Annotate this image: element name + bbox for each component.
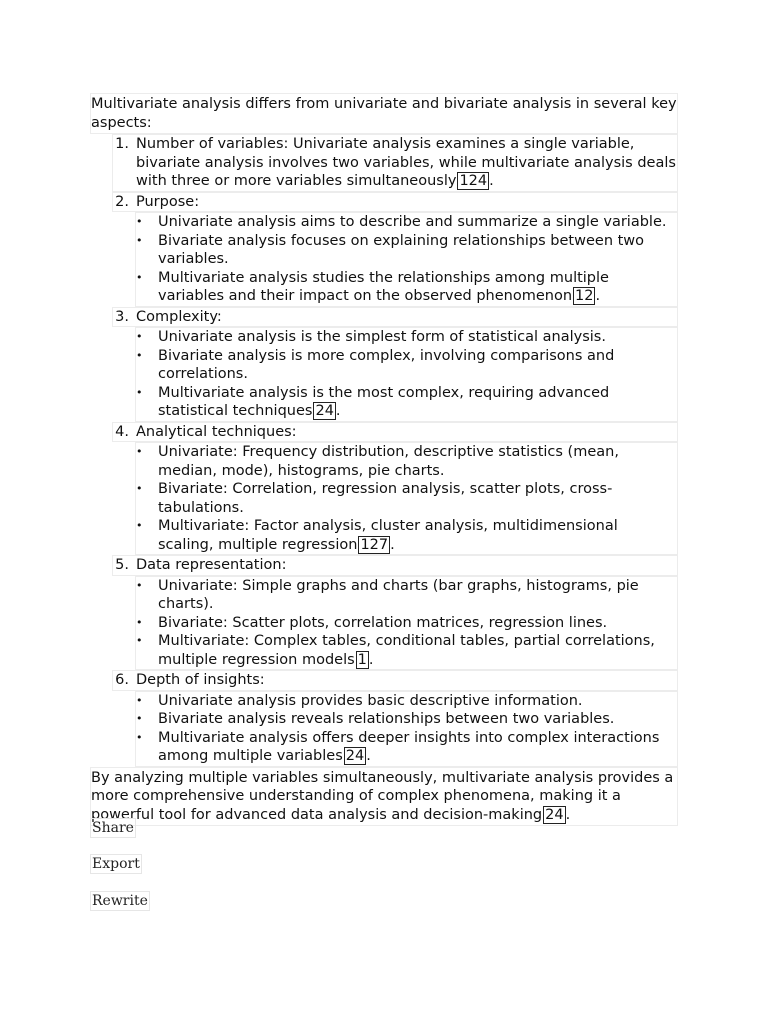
rewrite-button[interactable]: Rewrite [92,893,148,909]
list-item-text: Analytical techniques: [136,423,297,440]
citation-link[interactable]: 24 [545,806,564,823]
export-button[interactable]: Export [92,856,140,872]
list-item [90,670,678,767]
citation-link[interactable]: 12 [575,288,594,304]
list-item-text: Data representation: [136,557,287,573]
aspects-list [90,134,678,767]
list-number: 4. [115,423,129,440]
list-item [90,307,678,422]
sub-list-item: • Univariate analysis provides basic descriptive information. [136,692,677,711]
list-number: 1. [115,136,129,152]
citation-link[interactable]: 127 [360,536,389,553]
sub-list-item: • Bivariate analysis focuses on explaining relationships between two variables. [136,232,677,269]
list-number: 2. [115,193,129,210]
list-item-text: Depth of insights: [136,672,265,688]
list-item-text: Complexity: [136,308,222,325]
sub-list-item: • Bivariate: Correlation, regression analysis, scatter plots, cross-tabulations. [136,480,677,517]
citation-link[interactable]: 124 [459,173,488,189]
list-item [90,192,678,307]
citation-link[interactable]: 24 [315,403,334,419]
sub-list [135,327,678,422]
share-button[interactable]: Share [92,820,134,836]
sub-list-item: • Univariate: Frequency distribution, descriptive statistics (mean, median, mode), histograms, pie charts. [136,443,677,480]
sub-list [135,442,678,555]
list-item: 1. Number of variables: Univariate analysis examines a single variable, bivariate analysis involves two variables, while multivariate analysis deals with three or more variables simultaneously 124 . [90,134,678,192]
sub-list-item: • Multivariate: Factor analysis, cluster analysis, multidimensional scaling, multiple regression 127 . [136,517,677,554]
sub-list-item: • Bivariate: Scatter plots, correlation matrices, regression lines. [136,614,677,633]
list-item-text: Purpose: [136,193,200,210]
sub-list [135,212,678,307]
list-number: 3. [115,308,129,325]
answer-content [90,93,678,826]
list-item [90,555,678,670]
list-number: 5. [115,557,129,573]
citation-link[interactable]: 24 [345,748,365,764]
sub-list-item: • Univariate analysis aims to describe and summarize a single variable. [136,213,677,232]
sub-list-item: • Multivariate analysis studies the relationships among multiple variables and their impact on the observed phenomenon 12 . [136,269,677,306]
citation-link[interactable]: 1 [357,651,367,668]
sub-list-item: • Univariate: Simple graphs and charts (bar graphs, histograms, pie charts). [136,577,677,614]
intro-paragraph: Multivariate analysis differs from univariate and bivariate analysis in several key aspects: [90,93,678,134]
sub-list-item: • Univariate analysis is the simplest form of statistical analysis. [136,328,677,347]
sub-list-item: • Bivariate analysis reveals relationships between two variables. [136,710,677,729]
sub-list-item: • Multivariate analysis offers deeper insights into complex interactions among multiple variables 24 . [136,729,677,766]
sub-list-item: • Bivariate analysis is more complex, involving comparisons and correlations. [136,347,677,384]
sub-list [135,576,678,671]
list-item [90,422,678,556]
sub-list-item: • Multivariate: Complex tables, conditional tables, partial correlations, multiple regression models 1 . [136,632,677,669]
conclusion-paragraph: By analyzing multiple variables simultaneously, multivariate analysis provides a more comprehensive understanding of complex phenomena, making it a powerful tool for advanced data analysis and decision-making 24 . [90,767,678,827]
list-item-text: Number of variables: Univariate analysis examines a single variable, bivariate analysis involves two variables, while multivariate analysis deals with three or more variables simultaneously [136,136,676,189]
list-number: 6. [115,672,129,688]
sub-list-item: • Multivariate analysis is the most complex, requiring advanced statistical techniques 24 . [136,384,677,421]
sub-list [135,691,678,767]
